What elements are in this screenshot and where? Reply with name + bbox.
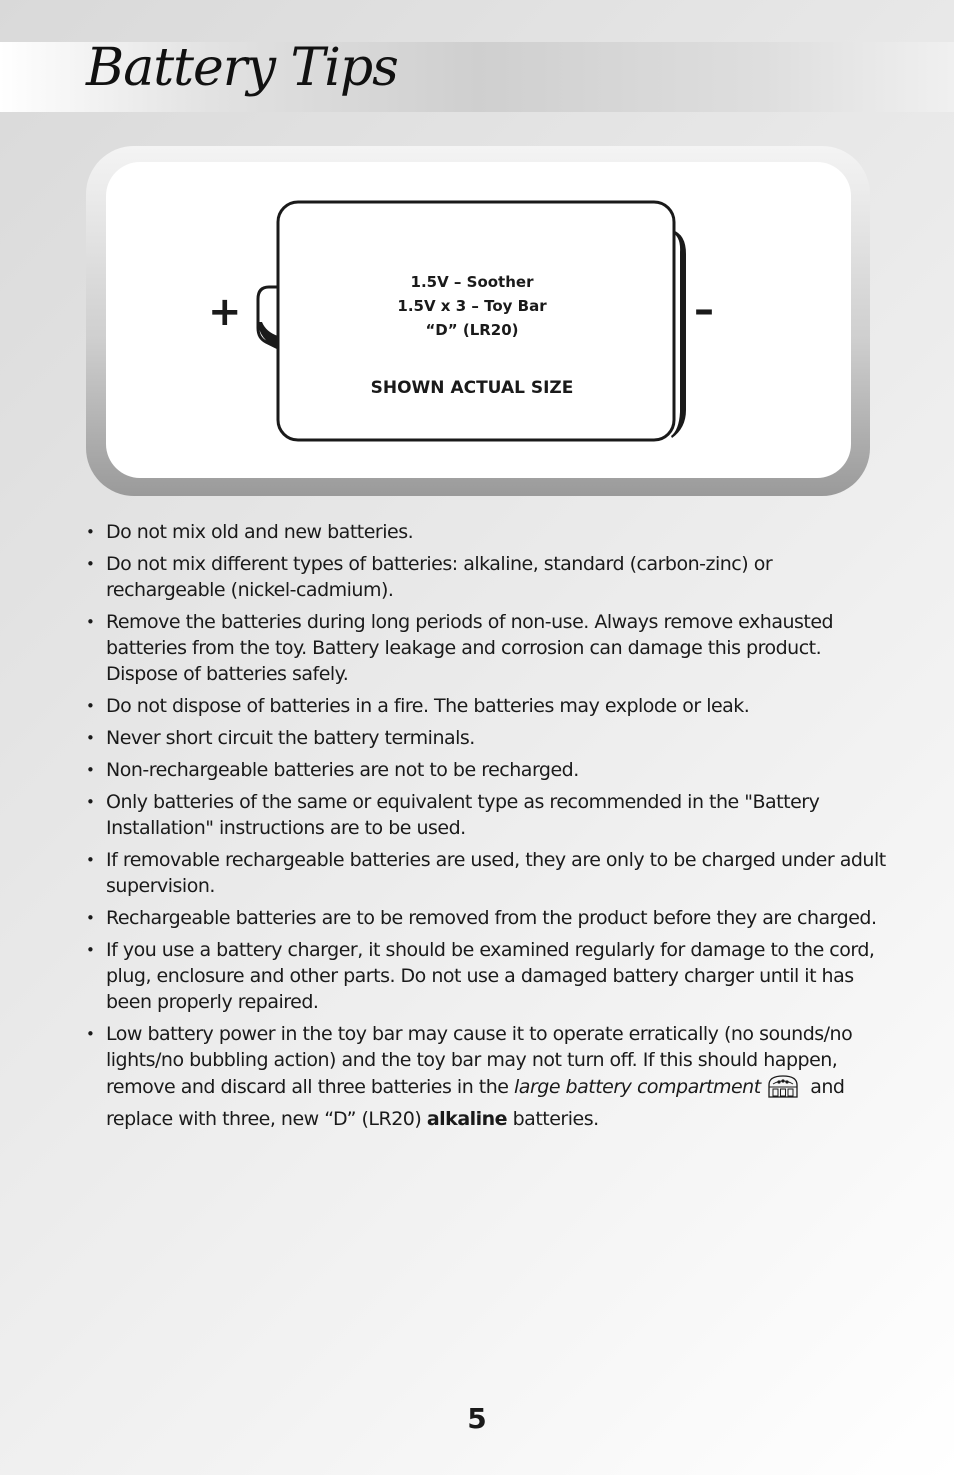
tip-item: • Do not mix old and new batteries. [86,519,886,545]
tip-item: • Only batteries of the same or equivalent type as recommended in the "Battery Installation" instructions are to be used. [86,789,886,841]
tip-item: • Never short circuit the battery terminals. [86,725,886,751]
alkaline-emphasis: alkaline [426,1108,508,1130]
tip-item: • Do not mix different types of batteries: alkaline, standard (carbon-zinc) or rechargeable (nickel-cadmium). [86,551,886,603]
tip-item: • If removable rechargeable batteries are used, they are only to be charged under adult supervision. [86,847,886,899]
tip-item: • If you use a battery charger, it should be examined regularly for damage to the cord, plug, enclosure and other parts. Do not use a damaged battery charger until it has been properly repaired. [86,937,886,1015]
shown-actual-size-note: SHOWN ACTUAL SIZE [370,378,574,398]
page-number: 5 [467,1402,487,1435]
spec-toy-bar: 1.5V x 3 – Toy Bar [397,297,547,315]
battery-tips-list [86,519,886,1138]
positive-symbol: + [208,289,242,335]
tip-item: • Rechargeable batteries are to be removed from the product before they are charged. [86,905,886,931]
page-title: Battery Tips [86,38,398,98]
low-battery-text-2: and replace with three, new “D” (LR20) [106,1076,845,1130]
tip-item-low-battery [86,1021,886,1132]
battery-diagram-panel [86,146,870,496]
low-battery-text-3: batteries. [507,1108,599,1130]
low-battery-text: Low battery power in the toy bar may cause it to operate erratically (no sounds/no lights/no bubbling action) and the toy bar may not turn off. If this should happen, remove and discard all three batteries in the [106,1023,853,1098]
battery-diagram-inner [106,162,851,478]
negative-symbol: – [694,287,714,333]
tip-item: • Non-rechargeable batteries are not to be recharged. [86,757,886,783]
spec-battery-type: “D” (LR20) [425,321,519,339]
battery-label [278,202,666,438]
tip-item: • Remove the batteries during long periods of non-use. Always remove exhausted batteries from the toy. Battery leakage and corrosion can damage this product. Dispose of batteries safely. [86,609,886,687]
large-battery-compartment-term: large battery compartment [514,1076,761,1098]
tip-item: • Do not dispose of batteries in a fire. The batteries may explode or leak. [86,693,886,719]
spec-soother: 1.5V – Soother [410,273,534,291]
battery-compartment-icon [765,1073,801,1106]
